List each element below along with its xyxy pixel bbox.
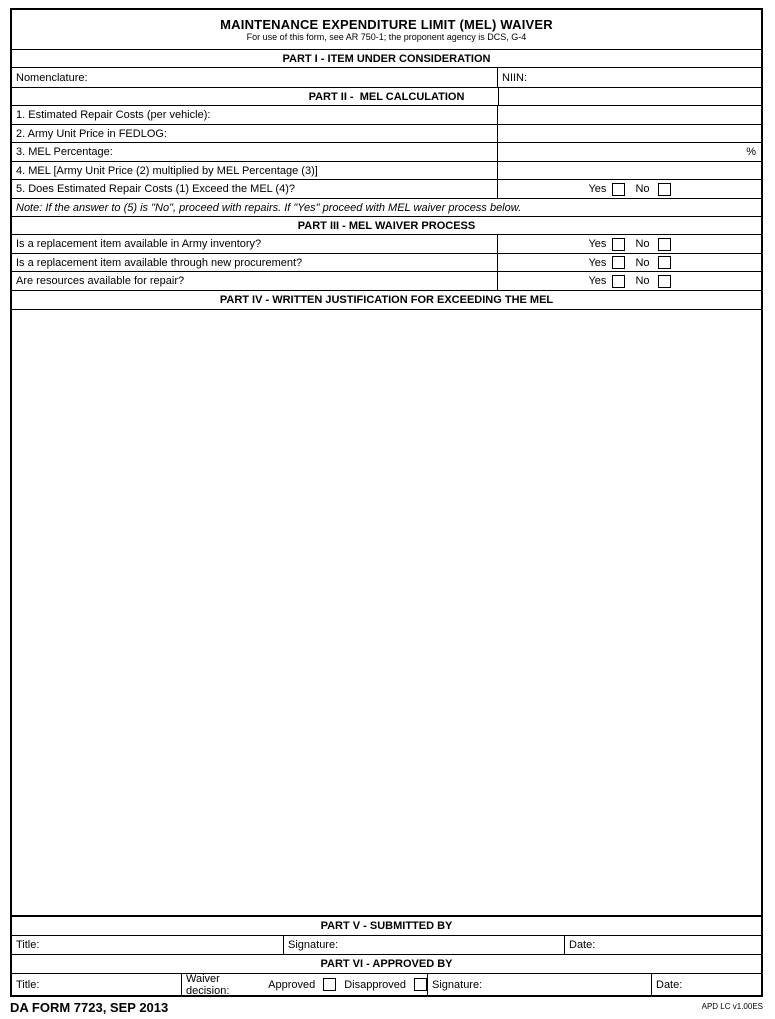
mel-percentage-input[interactable] <box>498 143 761 161</box>
part4-header: PART IV - WRITTEN JUSTIFICATION FOR EXCEEDING THE MEL <box>12 291 761 310</box>
no-label: No <box>635 238 650 250</box>
waiver-decision-cell <box>182 974 428 995</box>
yes-label: Yes <box>588 256 607 269</box>
nomenclature-label: Nomenclature: <box>16 71 88 84</box>
part3-question-3 <box>12 272 761 291</box>
part6-row <box>12 974 761 995</box>
mel-value-label: 4. MEL [Army Unit Price (2) multiplied by MEL Percentage (3)] <box>16 164 318 177</box>
approved-title-label: Title: <box>16 978 40 991</box>
part2-note-row <box>12 199 761 217</box>
inventory-question-label: Is a replacement item available in Army inventory? <box>16 238 262 250</box>
part2-row5-yes-checkbox[interactable] <box>612 183 625 196</box>
submitted-signature-label: Signature: <box>288 939 339 951</box>
submitted-title-input[interactable] <box>12 936 284 954</box>
submitted-signature-input[interactable] <box>284 936 565 954</box>
nomenclature-input[interactable] <box>12 68 498 87</box>
part5-header: PART V - SUBMITTED BY <box>12 917 761 936</box>
exceeds-mel-label: 5. Does Estimated Repair Costs (1) Exceed the MEL (4)? <box>16 183 295 195</box>
resources-question-label: Are resources available for repair? <box>16 275 185 287</box>
disapproved-label: Disapproved <box>344 978 406 991</box>
army-unit-price-label: 2. Army Unit Price in FEDLOG: <box>16 127 167 140</box>
niin-input[interactable] <box>498 68 761 87</box>
form-number: DA FORM 7723, SEP 2013 <box>10 1000 169 1015</box>
part2-row-5-yesno-group <box>498 180 761 198</box>
part6-header: PART VI - APPROVED BY <box>12 955 761 974</box>
form-title-block <box>12 10 761 50</box>
form-title: MAINTENANCE EXPENDITURE LIMIT (MEL) WAIVER <box>220 16 553 32</box>
part3-q1-no-checkbox[interactable] <box>658 238 671 251</box>
disapproved-checkbox[interactable] <box>414 978 427 991</box>
part2-row-3 <box>12 143 761 162</box>
part3-question-2 <box>12 254 761 272</box>
part2-row-2-label-cell <box>12 125 498 142</box>
army-unit-price-input[interactable] <box>498 125 761 142</box>
approved-signature-input[interactable] <box>428 974 652 995</box>
niin-label: NIIN: <box>502 71 528 84</box>
part3-q3-no-checkbox[interactable] <box>658 275 671 288</box>
approved-date-input[interactable] <box>652 974 761 995</box>
estimated-repair-costs-label: 1. Estimated Repair Costs (per vehicle): <box>16 109 211 121</box>
part3-q1-yes-checkbox[interactable] <box>612 238 625 251</box>
apd-version: APD LC v1.00ES <box>701 1002 763 1011</box>
part2-row-1-label-cell <box>12 106 498 124</box>
submitted-date-label: Date: <box>569 939 596 951</box>
part3-question-2-label-cell <box>12 254 498 271</box>
part2-row-3-label-cell <box>12 143 498 161</box>
mel-value-input[interactable] <box>498 162 761 179</box>
part3-question-1-label-cell <box>12 235 498 253</box>
approved-label: Approved <box>268 978 316 991</box>
no-label: No <box>635 275 650 287</box>
waiver-decision-label: Waiver decision: <box>186 974 230 995</box>
form-box <box>10 8 763 997</box>
part3-q2-yes-checkbox[interactable] <box>612 256 625 269</box>
part3-question-2-yesno-group <box>498 254 761 271</box>
yes-label: Yes <box>588 238 607 250</box>
part1-header: PART I - ITEM UNDER CONSIDERATION <box>12 50 761 68</box>
mel-percentage-label: 3. MEL Percentage: <box>16 146 113 158</box>
part2-header-row <box>12 88 761 106</box>
approved-date-label: Date: <box>656 978 683 991</box>
justification-input[interactable] <box>12 310 761 917</box>
part5-row <box>12 936 761 955</box>
submitted-date-input[interactable] <box>565 936 761 954</box>
submitted-title-label: Title: <box>16 939 40 951</box>
part3-q3-yes-checkbox[interactable] <box>612 275 625 288</box>
part2-header: PART II - MEL CALCULATION <box>308 90 465 103</box>
part3-question-1-yesno-group <box>498 235 761 253</box>
part2-row-4-label-cell <box>12 162 498 179</box>
part3-question-3-label-cell <box>12 272 498 290</box>
part2-row-1 <box>12 106 761 125</box>
part3-question-1 <box>12 235 761 254</box>
percent-sign: % <box>746 146 756 158</box>
no-label: No <box>635 256 650 269</box>
part2-row-5 <box>12 180 761 199</box>
no-label: No <box>635 183 650 195</box>
part3-header: PART III - MEL WAIVER PROCESS <box>12 217 761 235</box>
procurement-question-label: Is a replacement item available through new procurement? <box>16 256 303 269</box>
approved-signature-label: Signature: <box>432 978 483 991</box>
approved-checkbox[interactable] <box>323 978 336 991</box>
part2-row-2 <box>12 125 761 143</box>
form-subtitle: For use of this form, see AR 750-1; the proponent agency is DCS, G-4 <box>246 31 527 42</box>
part2-header-column-divider <box>498 88 499 105</box>
part3-question-3-yesno-group <box>498 272 761 290</box>
part1-item-row <box>12 68 761 88</box>
part2-row5-no-checkbox[interactable] <box>658 183 671 196</box>
part3-q2-no-checkbox[interactable] <box>658 256 671 269</box>
yes-label: Yes <box>588 275 607 287</box>
note-text: Note: If the answer to (5) is "No", proceed with repairs. If "Yes" proceed with MEL waiver process below. <box>16 201 522 214</box>
estimated-repair-costs-input[interactable] <box>498 106 761 124</box>
approved-title-input[interactable] <box>12 974 182 995</box>
part2-row-5-label-cell <box>12 180 498 198</box>
form-footer <box>10 1000 763 1015</box>
yes-label: Yes <box>588 183 607 195</box>
part2-row-4 <box>12 162 761 180</box>
